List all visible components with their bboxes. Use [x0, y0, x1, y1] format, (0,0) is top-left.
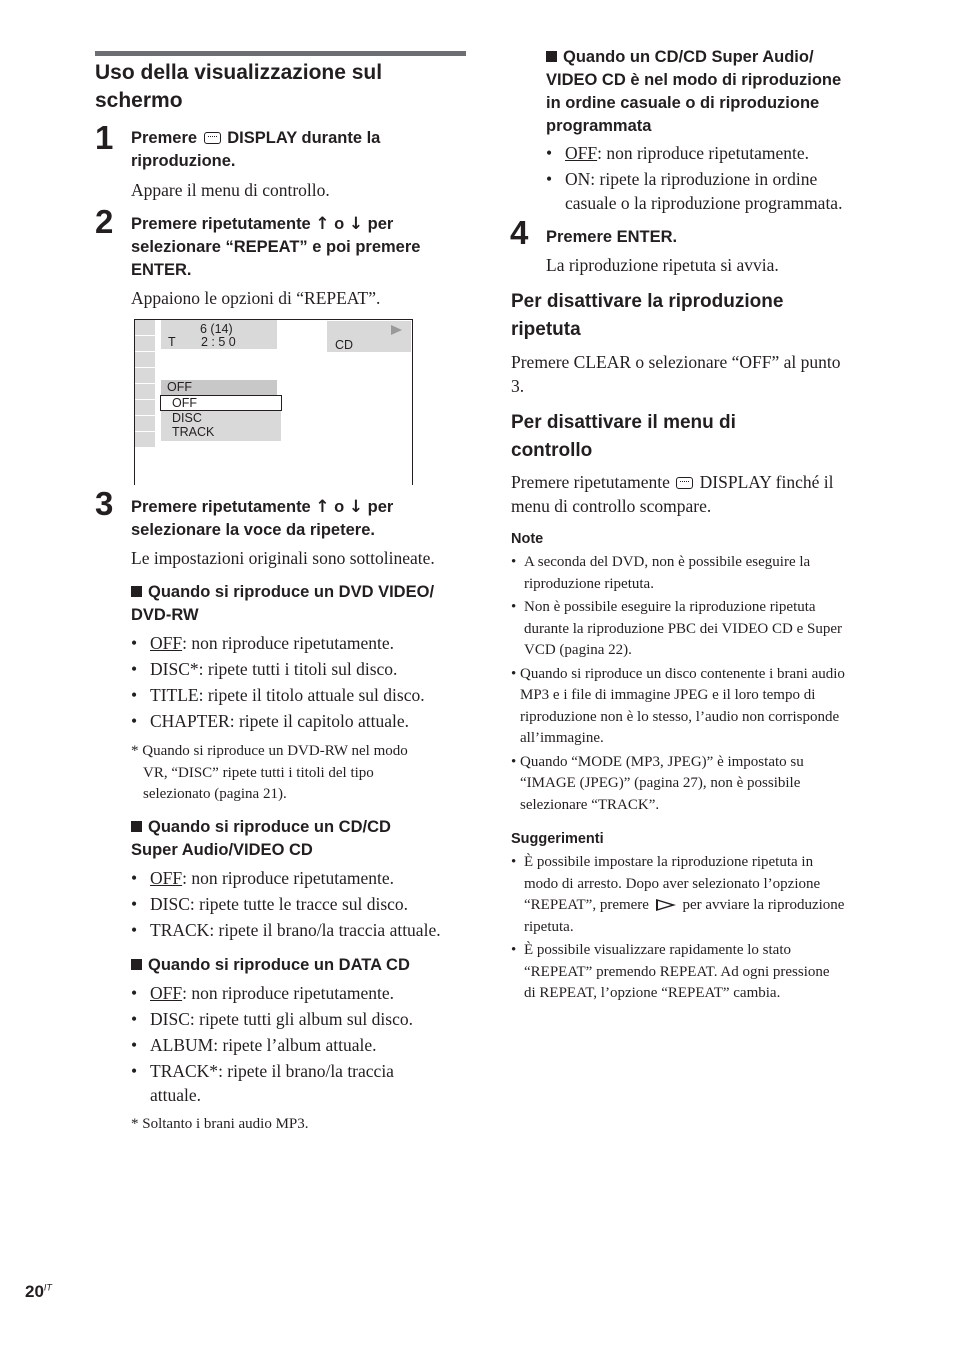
square-bullet-icon — [131, 821, 142, 832]
repeat-options-list — [161, 395, 281, 441]
menu-icon-slot — [135, 416, 155, 432]
step-1-result: Appare il menu di controllo. — [131, 180, 330, 200]
menu-icon-slot — [135, 432, 155, 448]
page-number: $20^{IT}$ — [25, 1282, 52, 1301]
list-item: • ALBUM: ripete l’album attuale. — [131, 1033, 471, 1057]
arrow-up-icon: ↑ — [315, 497, 330, 517]
section-rule — [95, 51, 466, 56]
control-menu-screen — [134, 319, 413, 485]
list-item: • Quando si riproduce un disco contenente i brani audio MP3 e i file di immagine JPEG e il loro tempo di riproduzione non è lo stesso, l’audio non corrisponde all’immagine. — [511, 664, 891, 750]
tips-list — [511, 852, 896, 1005]
square-bullet-icon — [131, 586, 142, 597]
cd-heading: Quando si riproduce un CD/CD Super Audio/VIDEO CD — [131, 818, 391, 859]
list-item: • OFF: non riproduce ripetutamente. — [131, 981, 471, 1005]
list-item: • DISC: ripete tutte le tracce sul disco. — [131, 892, 476, 916]
chapter-readout: 6 (14) — [200, 322, 233, 336]
play-icon — [391, 325, 402, 335]
dvd-heading: Quando si riproduce un DVD VIDEO/ DVD-RW — [131, 583, 435, 624]
list-item: • Non è possibile eseguire la riproduzione ripetuta durante la riproduzione PBC dei VIDEO CD e Super VCD (pagina 22). — [511, 597, 891, 662]
step-3-result: Le impostazioni originali sono sottolineate. — [131, 548, 435, 568]
menu-icon-slot — [135, 384, 155, 400]
disable-repeat-text: Premere CLEAR o selezionare “OFF” al punto 3. — [511, 352, 841, 396]
notes-list — [511, 552, 891, 816]
square-bullet-icon — [131, 959, 142, 970]
menu-icon-slot — [135, 320, 155, 336]
time-label: T — [168, 335, 176, 349]
list-item: • ON: ripete la riproduzione in ordine casuale o la riproduzione programmata. — [546, 167, 891, 215]
menu-icon-slot — [135, 352, 155, 368]
display-button-icon — [676, 477, 693, 489]
menu-icon-slot — [135, 368, 155, 384]
repeat-menu-header: OFF — [161, 380, 277, 395]
list-item: • OFF: non riproduce ripetutamente. — [131, 631, 471, 655]
datacd-heading: Quando si riproduce un DATA CD — [131, 954, 410, 977]
step-2-number: 2 — [95, 203, 114, 240]
notes-title: Note — [511, 531, 544, 547]
media-type: CD — [335, 338, 354, 352]
arrow-up-icon: ↑ — [315, 214, 330, 234]
list-item: • A seconda del DVD, non è possibile eseguire la riproduzione ripetuta. — [511, 552, 891, 595]
playback-info-box — [161, 320, 277, 349]
step-1-instruction: Premere DISPLAY durante la riproduzione. — [131, 129, 381, 170]
tips-title: Suggerimenti — [511, 831, 604, 847]
square-bullet-icon — [546, 51, 557, 62]
step-3-number: 3 — [95, 485, 114, 522]
play-icon — [656, 899, 676, 911]
list-item: • CHAPTER: ripete il capitolo attuale. — [131, 709, 471, 733]
cd-options-list — [131, 866, 476, 942]
arrow-down-icon: ↓ — [348, 497, 364, 517]
list-item: • È possibile impostare la riproduzione ripetuta in modo di arresto. Dopo aver selezionato l’opzione “REPEAT”, premere per avviare la riproduzione ripetuta. — [511, 852, 896, 938]
list-item: • È possibile visualizzare rapidamente lo stato “REPEAT” premendo REPEAT. Ad ogni pressione di REPEAT, l’opzione “REPEAT” cambia. — [511, 940, 896, 1005]
list-item: • TITLE: ripete il titolo attuale sul disco. — [131, 683, 471, 707]
disable-menu-text: Premere ripetutamente DISPLAY finché il menu di controllo scompare. — [511, 472, 834, 516]
list-item: • Quando “MODE (MP3, JPEG)” è impostato su “IMAGE (JPEG)” (pagina 27), non è possibile selezionare “TRACK”. — [511, 752, 891, 817]
step-4-number: 4 — [510, 214, 529, 251]
step-1-number: 1 — [95, 119, 114, 156]
datacd-footnote: * Soltanto i brani audio MP3. — [131, 1116, 309, 1132]
media-info-box — [327, 321, 411, 352]
step-4-instruction: Premere ENTER. — [546, 228, 678, 246]
repeat-option[interactable]: DISC — [172, 411, 202, 425]
disable-repeat-heading: Per disattivare la riproduzione ripetuta — [511, 291, 784, 340]
section-title: Uso della visualizzazione sul schermo — [95, 61, 383, 112]
arrow-down-icon: ↓ — [348, 214, 364, 234]
repeat-option-selected[interactable]: OFF — [160, 395, 282, 411]
list-item: • DISC: ripete tutti gli album sul disco. — [131, 1007, 471, 1031]
datacd-options-list — [131, 981, 471, 1107]
page-locale-suffix: IT — [43, 1282, 52, 1293]
dvd-options-list — [131, 631, 471, 733]
time-readout: 2 : 5 0 — [201, 335, 236, 349]
menu-icon-slot — [135, 336, 155, 352]
list-item: • TRACK: ripete il brano/la traccia attuale. — [131, 918, 476, 942]
step-3-instruction: Premere ripetutamente ↑ o ↓ per selezionare la voce da ripetere. — [131, 497, 394, 539]
shuffle-heading: Quando un CD/CD Super Audio/ VIDEO CD è nel modo di riproduzione in ordine casuale o di riproduzione programmata — [546, 48, 842, 135]
shuffle-options-list — [546, 141, 891, 215]
list-item: • OFF: non riproduce ripetutamente. — [131, 866, 476, 890]
display-button-icon — [204, 132, 221, 144]
dvd-footnote: * Quando si riproduce un DVD-RW nel modo VR, “DISC” ripete tutti i titoli del tipo selezionato (pagina 21). — [131, 743, 408, 802]
list-item: • TRACK*: ripete il brano/la traccia attuale. — [131, 1059, 471, 1107]
step-2-instruction: Premere ripetutamente ↑ o ↓ per selezionare “REPEAT” e poi premere ENTER. — [131, 214, 421, 279]
list-item: • DISC*: ripete tutti i titoli sul disco. — [131, 657, 471, 681]
menu-icon-slot — [135, 400, 155, 416]
repeat-option[interactable]: TRACK — [172, 425, 215, 439]
list-item: • OFF: non riproduce ripetutamente. — [546, 141, 891, 165]
step-2-result: Appaiono le opzioni di “REPEAT”. — [131, 288, 381, 308]
step-4-result: La riproduzione ripetuta si avvia. — [546, 255, 779, 275]
disable-menu-heading: Per disattivare il menu di controllo — [511, 412, 736, 461]
